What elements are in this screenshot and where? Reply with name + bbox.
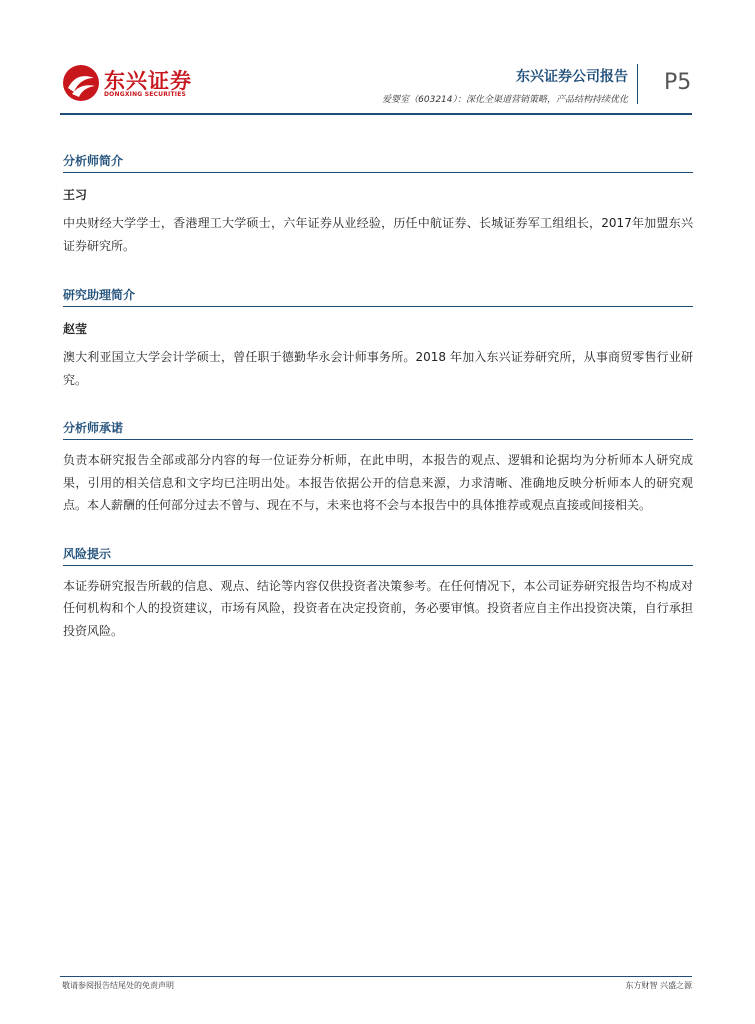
section-title: 风险提示 — [63, 543, 693, 566]
section-assistant-profile — [63, 284, 693, 391]
section-title: 研究助理简介 — [63, 284, 693, 307]
risk-text: 本证券研究报告所载的信息、观点、结论等内容仅供投资者决策参考。在任何情况下，本公司证券研究报告均不构成对任何机构和个人的投资建议，市场有风险，投资者在决定投资前，务必要审慎。投资者应自主作出投资决策，自行承担投资风险。 — [63, 578, 693, 638]
page-number: P5 — [664, 70, 692, 95]
report-subtitle: 爱婴室（603214）：深化全渠道营销策略，产品结构持续优化 — [382, 95, 628, 105]
assistant-bio: 澳大利亚国立大学会计学硕士，曾任职于德勤华永会计师事务所。2018 年加入东兴证券研究所，从事商贸零售行业研究。 — [63, 350, 693, 387]
logo-en-text: DONGXING SECURITIES — [104, 91, 187, 98]
logo-mark-icon — [62, 64, 100, 102]
section-title: 分析师简介 — [63, 150, 693, 173]
footer-disclaimer: 敬请参阅报告结尾处的免责声明 — [62, 981, 174, 990]
analyst-bio: 中央财经大学学士，香港理工大学硕士，六年证券从业经验，历任中航证券、长城证券军工组组长，2017年加盟东兴证券研究所。 — [63, 216, 693, 253]
assistant-name: 赵莹 — [63, 322, 88, 336]
header-divider — [637, 64, 638, 104]
report-body — [63, 150, 693, 642]
footer-slogan: 东方财智 兴盛之源 — [625, 981, 692, 990]
page-header — [0, 0, 755, 118]
header-rule — [60, 113, 692, 115]
section-analyst-commitment — [63, 417, 693, 517]
analyst-name: 王习 — [63, 188, 88, 202]
section-risk-warning — [63, 543, 693, 643]
section-title: 分析师承诺 — [63, 417, 693, 440]
footer-rule — [60, 976, 692, 977]
logo-cn-text: 东兴证券 — [104, 69, 192, 93]
section-analyst-profile — [63, 150, 693, 257]
company-logo — [62, 64, 192, 104]
commitment-text: 负责本研究报告全部或部分内容的每一位证券分析师，在此申明，本报告的观点、逻辑和论据均为分析师本人研究成果，引用的相关信息和文字均已注明出处。本报告依据公开的信息来源，力求清晰、准确地反映分析师本人的研究观点。本人薪酬的任何部分过去不曾与、现在不与，未来也将不会与本报告中的具体推荐或观点直接或间接相关。 — [63, 453, 693, 512]
report-title: 东兴证券公司报告 — [516, 69, 628, 85]
